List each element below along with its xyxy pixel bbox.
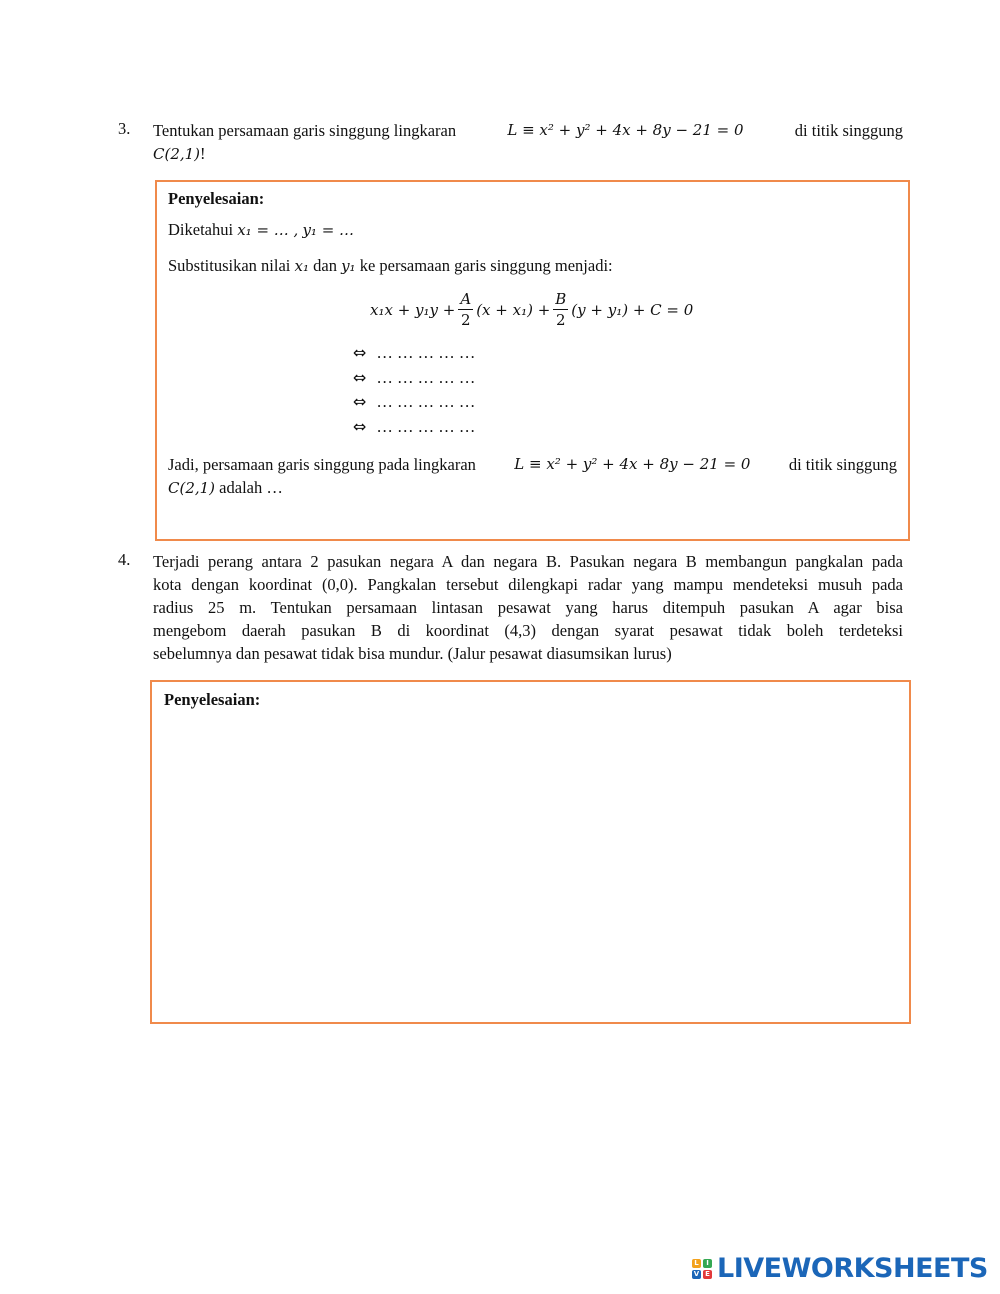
fraction-b-numerator: B — [555, 290, 567, 308]
conclusion-suffix: di titik singgung — [788, 455, 897, 474]
question-3-equation: L ≡ x² + y² + 4x + 8y − 21 = 0 — [507, 121, 744, 139]
substitute-prefix: Substitusikan nilai — [168, 256, 291, 275]
substitute-x: x₁ — [294, 257, 309, 275]
substitute-suffix: ke persamaan garis singgung menjadi: — [359, 256, 613, 275]
question-4-line: kota dengan koordinat (0,0). Pangkalan tersebut dilengkapi radar yang mampu mendeteksi musuh pada — [153, 575, 903, 594]
given-y[interactable]: y₁ = … — [302, 221, 355, 239]
question-3-prefix: Tentukan persamaan garis singgung lingkaran — [153, 121, 457, 140]
question-4-line: radius 25 m. Tentukan persamaan lintasan pesawat yang harus ditempuh pasukan A agar bisa — [153, 598, 903, 617]
given-x[interactable]: x₁ = … , — [237, 221, 299, 239]
step-row[interactable] — [353, 343, 475, 363]
solution-box-2-title: Penyelesaian: — [164, 690, 261, 709]
given-prefix: Diketahui — [168, 220, 234, 239]
equivalence-arrow-icon: ⇔ — [353, 343, 367, 362]
question-4-line: sebelumnya dan pesawat tidak bisa mundur. (Jalur pesawat diasumsikan lurus) — [153, 644, 672, 663]
formula-left: x₁x + y₁y + — [370, 300, 456, 319]
question-4-line: mengebom daerah pasukan B di koordinat (4,3) dengan syarat pesawat tidak boleh terdeteksi — [153, 621, 903, 640]
formula-mid: (x + x₁) + — [476, 300, 551, 319]
substitute-line — [168, 256, 613, 276]
equivalence-arrow-icon: ⇔ — [353, 368, 367, 387]
logo-mark-letter: E — [703, 1270, 712, 1279]
fraction-a-numerator: A — [460, 290, 472, 308]
logo-mark-letter: I — [703, 1259, 712, 1268]
substitute-and: dan — [313, 256, 337, 275]
conclusion-point: C(2,1) — [168, 479, 216, 497]
fraction-a — [458, 289, 473, 330]
given-line — [168, 220, 354, 240]
question-3-text — [153, 119, 903, 166]
substitute-y: y₁ — [341, 257, 356, 275]
question-4-number: 4. — [118, 550, 131, 569]
step-row[interactable] — [353, 417, 475, 437]
question-3-number: 3. — [118, 119, 131, 138]
step-blank[interactable]: … … … … … — [376, 368, 476, 387]
equivalence-arrow-icon: ⇔ — [353, 392, 367, 411]
solution-box-2[interactable] — [150, 680, 911, 1024]
question-3-ending: ! — [200, 144, 206, 163]
question-3-suffix: di titik singgung — [794, 121, 903, 140]
question-3-point: C(2,1) — [153, 145, 201, 163]
conclusion — [168, 453, 897, 500]
liveworksheets-wordmark: LIVEWORKSHEETS — [717, 1253, 988, 1284]
solution-box-1-title: Penyelesaian: — [168, 189, 265, 208]
equivalence-arrow-icon: ⇔ — [353, 417, 367, 436]
formula-right: (y + y₁) + C = 0 — [571, 300, 694, 319]
fraction-b — [553, 289, 568, 330]
step-blank[interactable]: … … … … … — [376, 343, 476, 362]
conclusion-equation: L ≡ x² + y² + 4x + 8y − 21 = 0 — [514, 455, 751, 473]
liveworksheets-mark-icon — [692, 1259, 712, 1279]
conclusion-prefix: Jadi, persamaan garis singgung pada lingkaran — [168, 455, 476, 474]
step-row[interactable] — [353, 368, 475, 388]
step-blank[interactable]: … … … … … — [376, 392, 476, 411]
fraction-a-denominator: 2 — [460, 311, 471, 329]
step-row[interactable] — [353, 392, 475, 412]
conclusion-answer-blank[interactable]: adalah … — [219, 478, 283, 497]
tangent-formula — [370, 289, 693, 330]
question-4-line: Terjadi perang antara 2 pasukan negara A dan negara B. Pasukan negara B membangun pangkalan pada — [153, 552, 903, 571]
logo-mark-letter: V — [693, 1269, 700, 1278]
step-blank[interactable]: … … … … … — [376, 417, 476, 436]
logo-mark-letter: L — [692, 1259, 701, 1268]
liveworksheets-logo — [692, 1253, 988, 1284]
question-4-text — [153, 550, 903, 665]
fraction-b-denominator: 2 — [556, 311, 566, 329]
